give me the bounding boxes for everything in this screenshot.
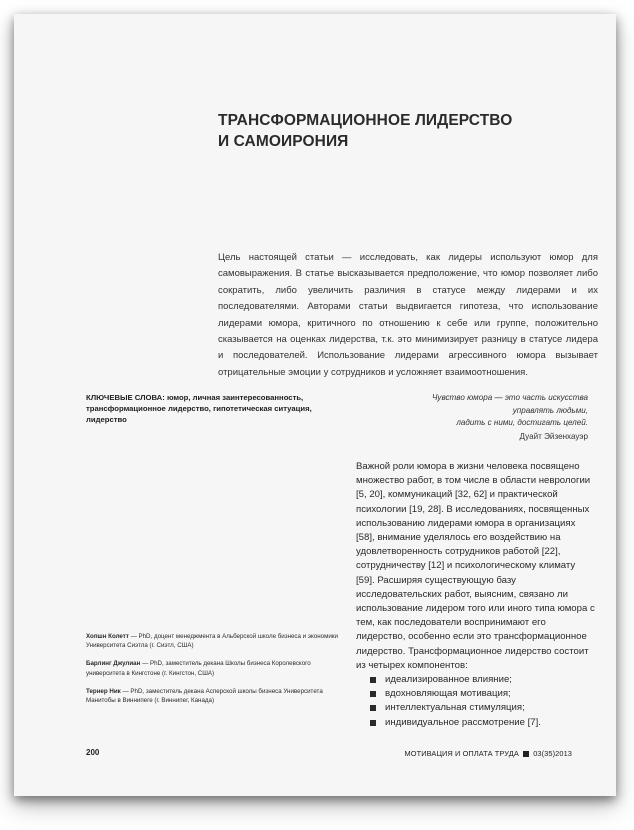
epigraph-line: ладить с ними, достигать целей. — [456, 418, 588, 428]
author-name: Хопшн Колетт — [86, 633, 129, 640]
list-item — [356, 716, 596, 730]
journal-page — [14, 14, 616, 796]
author-name: Тернер Ник — [86, 687, 121, 695]
journal-name: МОТИВАЦИЯ И ОПЛАТА ТРУДА — [404, 749, 519, 758]
author-entry — [86, 687, 338, 705]
author-info — [86, 632, 338, 714]
bullet-square-icon — [370, 705, 376, 711]
list-item-text: идеализированное влияние; — [385, 674, 512, 686]
journal-footer — [405, 749, 573, 758]
body-paragraph: Важной роли юмора в жизни человека посвящено множество работ, в том числе в области неврологии [5, 20], коммуникаций [32, 62] и практической психологии [19, 28]. В исследованиях, посвященных использованию лидерами юмора в организациях [58], внимание уделялось его воздействию на удовлетворенность сотрудников работой [22], сотрудничеству [12] и психологическому климату [59]. Расширяя существующую базу исследовательских работ, выясним, связано ли использование лидером того или иного типа юмора с тем, как последователи воспринимают его лидерство, особенно если это трансформационное лидерство. Трансформационное лидерство состоит из четырех компонентов: — [356, 461, 595, 671]
article-title-line-1: ТРАНСФОРМАЦИОННОЕ ЛИДЕРСТВО — [218, 112, 513, 129]
author-description: — PhD, доцент менеджмента в Альберской школе бизнеса и экономики Университета Сиэтла (г. Сиэтл, США) — [86, 633, 338, 650]
epigraph — [344, 392, 588, 443]
author-entry — [86, 632, 338, 650]
abstract: Цель настоящей статьи — исследовать, как лидеры используют юмор для самовыражения. В статье высказывается предположение, что юмор позволяет либо сократить, либо увеличить различия в статусе между лидерами и их последователями. Авторами статьи выдвигается гипотеза, что использование лидерами юмора, критичного по отношению к себе или группе, положительно сказывается на оценках лидерства, т.к. это минимизирует разницу в статусе лидера и последователей. Использование лидерами агрессивного юмора вызывает отрицательные эмоции у сотрудников и усложняет взаимоотношения. — [218, 252, 598, 378]
author-entry — [86, 659, 338, 677]
bullet-square-icon — [370, 691, 376, 697]
list-item-text: вдохновляющая мотивация; — [385, 688, 511, 700]
list-item — [356, 687, 596, 701]
epigraph-author: Дуайт Эйзенхауэр — [519, 431, 588, 441]
keywords-values: юмор, личная заинтересованность, трансформационное лидерство, гипотетическая ситуация, лидерство — [86, 393, 312, 424]
list-item — [356, 673, 596, 687]
list-item-text: интеллектуальная стимуляция; — [385, 702, 525, 714]
bullet-square-icon — [370, 677, 376, 683]
author-description: — PhD, заместитель декана Асперской школы бизнеса Университета Манитобы в Виннипеге (г. Виннипег, Канада) — [86, 687, 323, 705]
page-number: 200 — [86, 748, 100, 757]
square-separator-icon — [523, 751, 529, 757]
keywords — [86, 392, 330, 425]
author-name: Барлинг Джулиан — [86, 660, 141, 668]
body-text — [356, 460, 596, 730]
bullet-square-icon — [370, 720, 376, 726]
journal-issue: 03(35)2013 — [533, 749, 572, 758]
article-title-line-2: И САМОИРОНИЯ — [218, 133, 349, 150]
author-description: — PhD, заместитель декана Школы бизнеса Королевского университета в Кингстоне (г. Кингстон, США) — [86, 660, 311, 677]
epigraph-line: управлять людьми, — [512, 405, 588, 415]
keywords-label: КЛЮЧЕВЫЕ СЛОВА: — [86, 393, 165, 402]
list-item — [356, 701, 596, 715]
list-item-text: индивидуальное рассмотрение [7]. — [385, 716, 541, 728]
epigraph-line: Чувство юмора — это часть искусства — [431, 393, 588, 402]
article-title — [218, 110, 558, 152]
components-list — [356, 673, 596, 730]
